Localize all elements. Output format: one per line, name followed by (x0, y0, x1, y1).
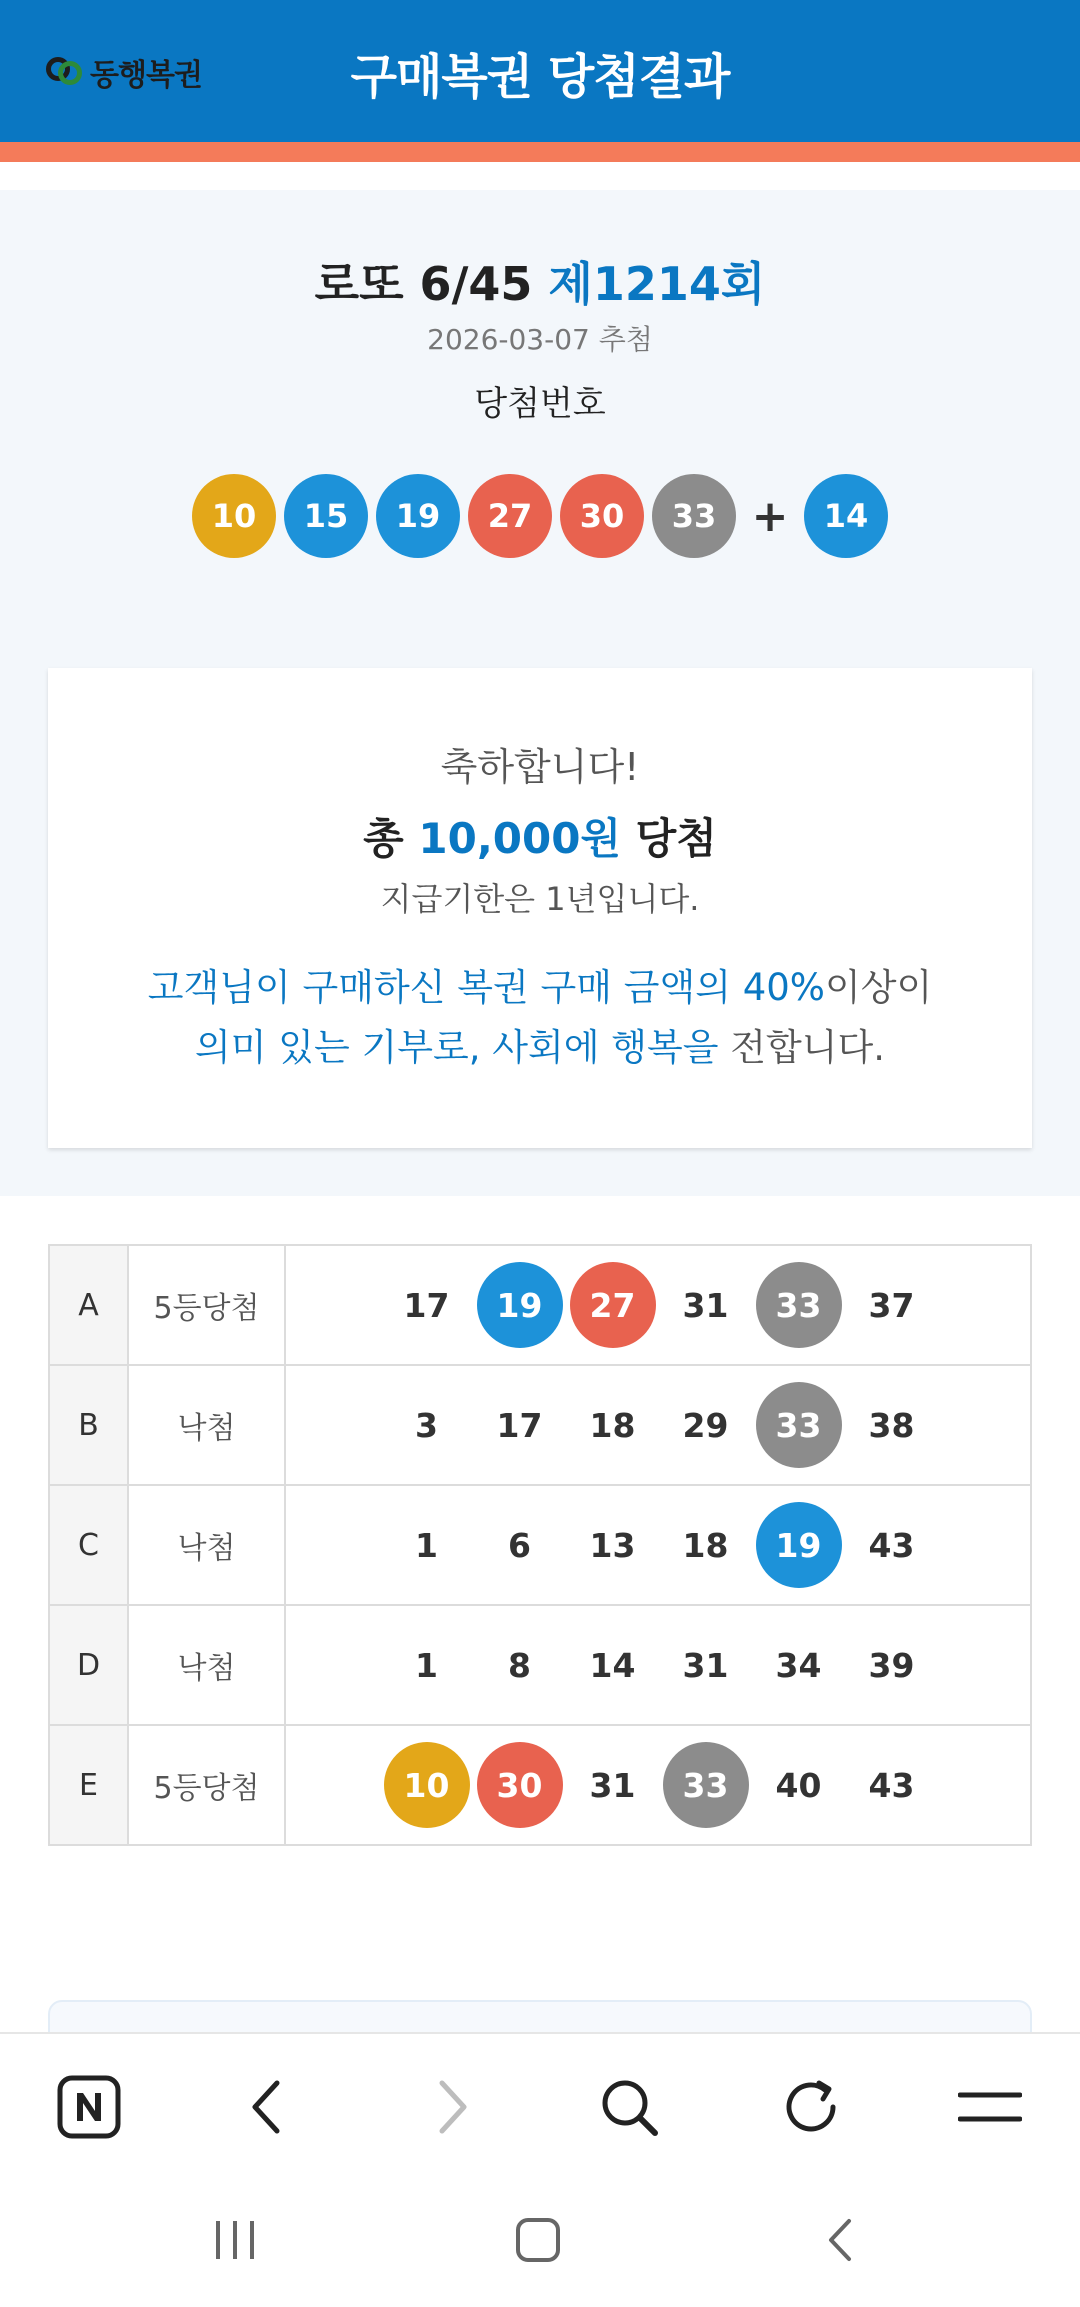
number-value: 10 (384, 1742, 470, 1828)
number-value: 18 (589, 1405, 636, 1445)
naver-home-icon[interactable] (54, 2072, 124, 2142)
ticket-number (659, 1502, 752, 1588)
table-row (49, 1485, 1031, 1605)
browser-toolbar (0, 2032, 1080, 2172)
game-result: 낙첨 (128, 1605, 285, 1725)
app-header (0, 0, 1080, 142)
game-label: D (49, 1605, 128, 1725)
matched-number (473, 1262, 566, 1348)
number-value: 39 (868, 1645, 915, 1685)
winning-ball: 15 (284, 474, 368, 558)
winning-ball: 19 (376, 474, 460, 558)
number-value: 31 (682, 1645, 729, 1685)
matched-number (380, 1742, 473, 1828)
ticket-number (659, 1262, 752, 1348)
ticket-table (48, 1244, 1032, 1846)
number-value: 19 (756, 1502, 842, 1588)
table-row (49, 1725, 1031, 1845)
total-winnings (48, 806, 1032, 866)
number-value: 1 (415, 1645, 438, 1685)
number-value: 8 (508, 1645, 531, 1685)
ticket-number (845, 1262, 938, 1348)
ticket-number (473, 1622, 566, 1708)
back-icon[interactable] (233, 2072, 303, 2142)
number-value: 33 (756, 1382, 842, 1468)
matched-number (752, 1382, 845, 1468)
matched-number (473, 1742, 566, 1828)
number-value: 17 (496, 1405, 543, 1445)
winning-ball: 27 (468, 474, 552, 558)
number-value: 27 (570, 1262, 656, 1348)
ticket-numbers (285, 1485, 1031, 1605)
donation-line1-rest: 이상이 (824, 966, 933, 1009)
ticket-number (473, 1382, 566, 1468)
bonus-plus-sign: + (751, 490, 789, 542)
forward-icon[interactable] (416, 2072, 486, 2142)
number-value: 31 (682, 1285, 729, 1325)
home-icon[interactable] (498, 2200, 578, 2280)
number-value: 43 (868, 1765, 915, 1805)
winning-numbers-label: 당첨번호 (474, 384, 606, 424)
matched-number (659, 1742, 752, 1828)
number-value: 30 (477, 1742, 563, 1828)
number-value: 33 (663, 1742, 749, 1828)
number-value: 17 (403, 1285, 450, 1325)
number-value: 3 (415, 1405, 438, 1445)
winning-ball: 30 (560, 474, 644, 558)
draw-round: 제1214회 (548, 257, 766, 311)
game-result: 5등당첨 (128, 1245, 285, 1365)
game-result: 5등당첨 (128, 1725, 285, 1845)
bonus-ball: 14 (804, 474, 888, 558)
table-row (49, 1605, 1031, 1725)
number-value: 13 (589, 1525, 636, 1565)
draw-date: 2026-03-07 추첨 (427, 323, 653, 356)
matched-number (566, 1262, 659, 1348)
logo-text: 동행복권 (90, 58, 202, 93)
number-value: 14 (589, 1645, 636, 1685)
ticket-number (380, 1502, 473, 1588)
ticket-number (845, 1622, 938, 1708)
game-name: 로또 6/45 (314, 257, 533, 311)
total-suffix: 당첨 (621, 814, 717, 863)
ticket-numbers (285, 1605, 1031, 1725)
winning-numbers (0, 474, 1080, 558)
ticket-number (566, 1742, 659, 1828)
number-value: 38 (868, 1405, 915, 1445)
total-prefix: 총 (363, 814, 419, 863)
ticket-number (380, 1262, 473, 1348)
ticket-number (659, 1622, 752, 1708)
game-result: 낙첨 (128, 1365, 285, 1485)
ticket-numbers (285, 1245, 1031, 1365)
donation-message (48, 958, 1032, 1078)
game-result: 낙첨 (128, 1485, 285, 1605)
table-row (49, 1245, 1031, 1365)
ticket-number (845, 1742, 938, 1828)
number-value: 29 (682, 1405, 729, 1445)
ticket-number (566, 1502, 659, 1588)
recent-apps-icon[interactable] (195, 2200, 275, 2280)
ticket-number (473, 1502, 566, 1588)
game-label: E (49, 1725, 128, 1845)
number-value: 40 (775, 1765, 822, 1805)
ticket-number (752, 1622, 845, 1708)
winning-ball: 33 (652, 474, 736, 558)
payment-deadline: 지급기한은 1년입니다. (380, 880, 700, 918)
ticket-number (566, 1622, 659, 1708)
ticket-number (752, 1742, 845, 1828)
ticket-number (845, 1502, 938, 1588)
total-amount: 10,000원 (418, 814, 622, 863)
number-value: 37 (868, 1285, 915, 1325)
ticket-numbers (285, 1725, 1031, 1845)
game-label: C (49, 1485, 128, 1605)
number-value: 43 (868, 1525, 915, 1565)
matched-number (752, 1262, 845, 1348)
page-title: 구매복권 당첨결과 (350, 49, 730, 105)
table-row (49, 1365, 1031, 1485)
game-label: A (49, 1245, 128, 1365)
number-value: 1 (415, 1525, 438, 1565)
result-card (48, 668, 1032, 1148)
number-value: 34 (775, 1645, 822, 1685)
back-icon[interactable] (802, 2200, 882, 2280)
game-label: B (49, 1365, 128, 1485)
header-accent-stripe (0, 142, 1080, 162)
refresh-icon[interactable] (776, 2072, 846, 2142)
menu-icon[interactable] (955, 2072, 1025, 2142)
draw-title (0, 248, 1080, 314)
ticket-number (380, 1382, 473, 1468)
donation-line2-highlight: 의미 있는 기부로, 사회에 행복을 (195, 1026, 719, 1069)
number-value: 6 (508, 1525, 531, 1565)
system-navigation-bar (0, 2172, 1080, 2307)
congrats-text: 축하합니다! (440, 745, 640, 789)
matched-number (752, 1502, 845, 1588)
number-value: 31 (589, 1765, 636, 1805)
search-icon[interactable] (594, 2072, 664, 2142)
ticket-numbers (285, 1365, 1031, 1485)
number-value: 18 (682, 1525, 729, 1565)
ticket-number (566, 1382, 659, 1468)
number-value: 33 (756, 1262, 842, 1348)
ticket-number (845, 1382, 938, 1468)
donation-line2-rest: 전합니다. (718, 1026, 885, 1069)
winning-ball: 10 (192, 474, 276, 558)
ticket-number (380, 1622, 473, 1708)
number-value: 19 (477, 1262, 563, 1348)
donation-line1-highlight: 고객님이 구매하신 복권 구매 금액의 40% (147, 966, 825, 1009)
ticket-number (659, 1382, 752, 1468)
